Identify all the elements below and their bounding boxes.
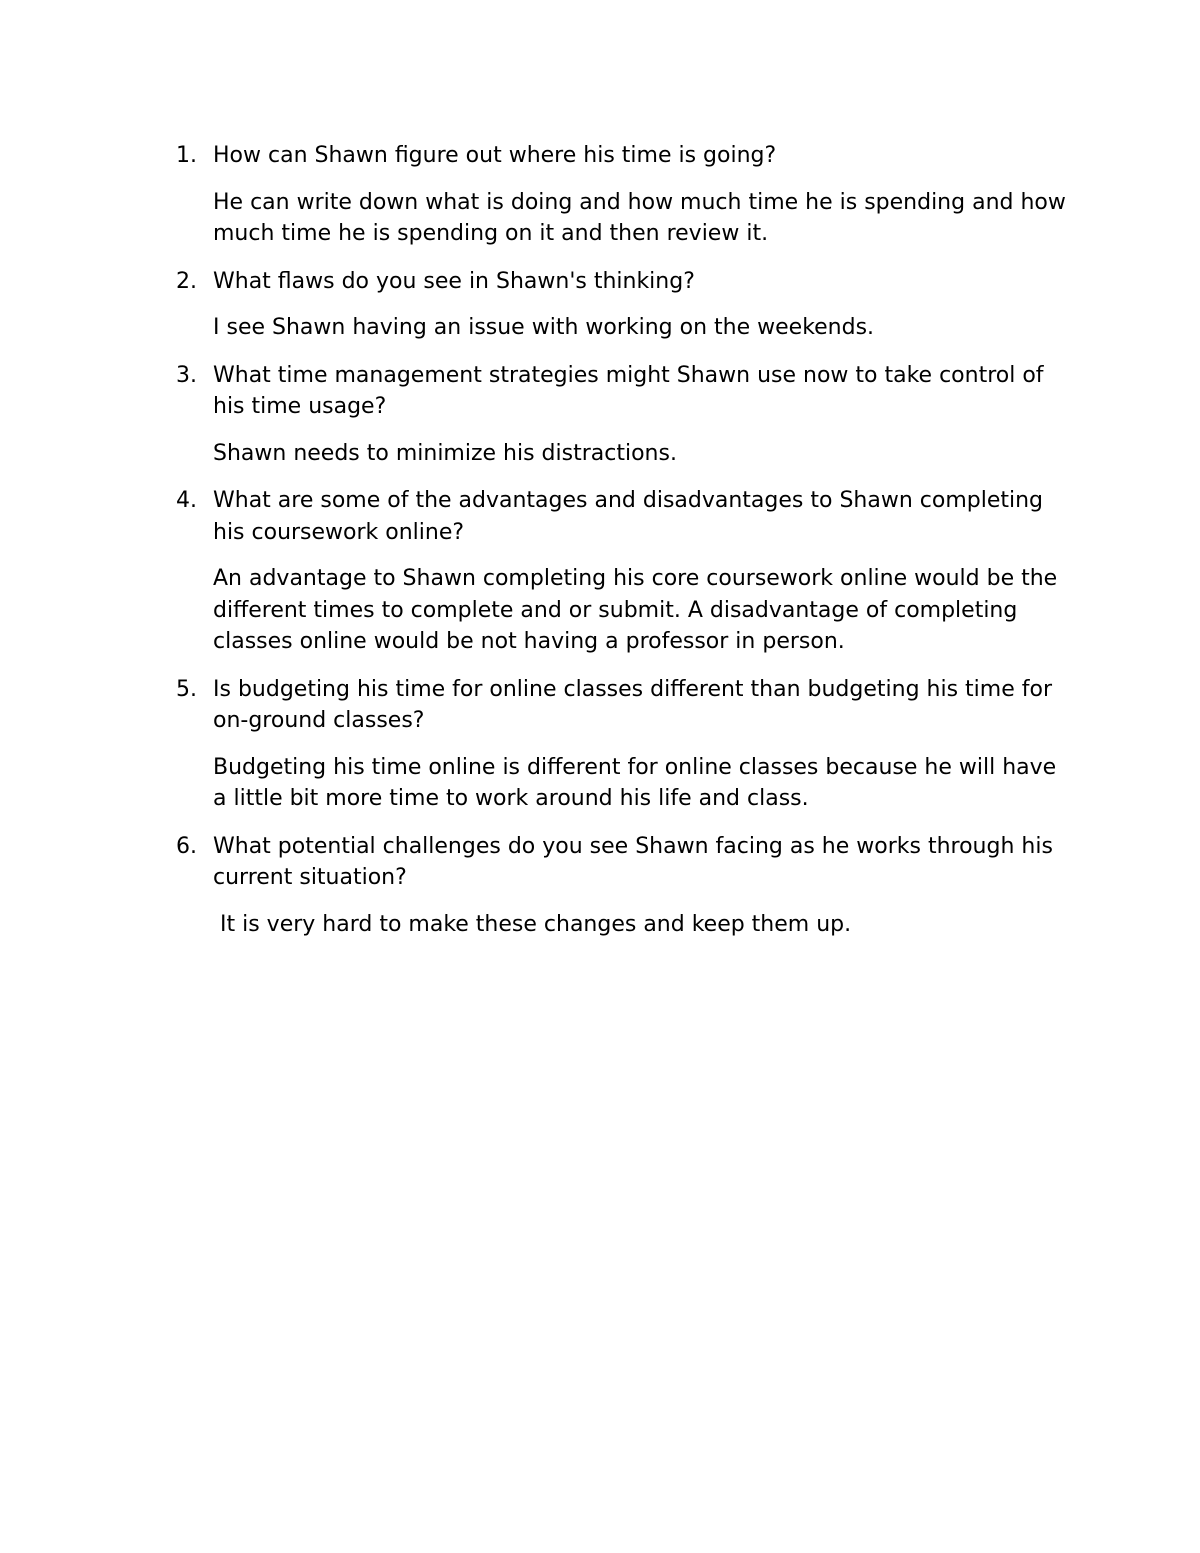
question-item-3 (176, 360, 1076, 470)
question-item-4 (176, 485, 1076, 658)
question-list (176, 140, 1076, 956)
question-text: What are some of the advantages and disadvantages to Shawn completing his coursework online? (213, 488, 1044, 545)
answer-text: An advantage to Shawn completing his core coursework online would be the different times to complete and or submit. A disadvantage of completing classes online would be not having a professor in person. (213, 566, 1065, 654)
answer-text: I see Shawn having an issue with working on the weekends. (213, 315, 875, 340)
question-item-1 (176, 140, 1076, 250)
question-number: 2. (176, 268, 197, 294)
answer-text: Budgeting his time online is different for online classes because he will have a little bit more time to work around his life and class. (213, 754, 1064, 811)
question-number: 1. (176, 143, 197, 168)
question-text: What flaws do you see in Shawn's thinking? (213, 268, 695, 294)
answer-text: It is very hard to make these changes and keep them up. (213, 911, 852, 937)
question-item-5 (176, 674, 1076, 815)
question-number: 4. (176, 488, 197, 513)
question-number: 5. (176, 676, 197, 702)
question-text: Is budgeting his time for online classes different than budgeting his time for on-ground classes? (213, 676, 1052, 733)
question-item-6 (176, 831, 1076, 941)
question-item-2 (176, 266, 1076, 344)
question-number: 3. (176, 362, 197, 388)
question-text: What time management strategies might Shawn use now to take control of his time usage? (213, 362, 1044, 419)
question-text: How can Shawn figure out where his time is going? (213, 143, 777, 168)
question-text: What potential challenges do you see Shawn facing as he works through his current situation? (213, 833, 1053, 890)
question-number: 6. (176, 833, 197, 859)
answer-text: He can write down what is doing and how much time he is spending and how much time he is spending on it and then review it. (213, 189, 1073, 246)
answer-text: Shawn needs to minimize his distractions. (213, 440, 677, 466)
